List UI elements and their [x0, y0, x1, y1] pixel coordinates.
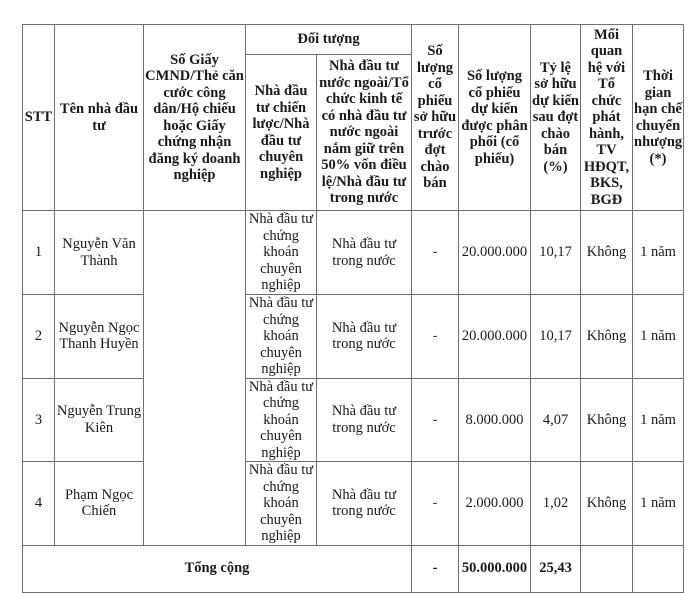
cell-ownership-after: 1,02	[531, 462, 581, 546]
cell-investor-name: Nguyễn Trung Kiên	[55, 378, 144, 462]
total-label: Tổng cộng	[23, 545, 412, 592]
cell-stt: 2	[23, 295, 55, 379]
cell-shares-allocated: 8.000.000	[459, 378, 531, 462]
header-ownership-after: Tỷ lệ sở hữu dự kiến sau đợt chào bán (%)	[531, 25, 581, 211]
cell-subject-strategic: Nhà đầu tư chứng khoán chuyên nghiệp	[246, 295, 317, 379]
cell-investor-name: Nguyễn Ngọc Thanh Huyền	[55, 295, 144, 379]
cell-investor-name: Nguyễn Văn Thành	[55, 211, 144, 295]
total-shares-before: -	[412, 545, 459, 592]
cell-ownership-after: 10,17	[531, 211, 581, 295]
cell-ownership-after: 4,07	[531, 378, 581, 462]
cell-relationship: Không	[581, 295, 633, 379]
cell-lock-period: 1 năm	[633, 211, 684, 295]
table-row	[23, 295, 684, 379]
cell-stt: 3	[23, 378, 55, 462]
cell-shares-allocated: 20.000.000	[459, 295, 531, 379]
cell-subject-strategic: Nhà đầu tư chứng khoán chuyên nghiệp	[246, 462, 317, 546]
header-subject-group: Đối tượng	[246, 25, 412, 55]
header-lock-period: Thời gian hạn chế chuyển nhượng (*)	[633, 25, 684, 211]
cell-shares-before: -	[412, 295, 459, 379]
header-relationship: Mối quan hệ với Tổ chức phát hành, TV HĐQT, BKS, BGĐ	[581, 25, 633, 211]
total-ownership-after: 25,43	[531, 545, 581, 592]
cell-investor-name: Phạm Ngọc Chiến	[55, 462, 144, 546]
cell-shares-allocated: 20.000.000	[459, 211, 531, 295]
cell-subject-foreign: Nhà đầu tư trong nước	[317, 462, 412, 546]
total-row	[23, 545, 684, 592]
total-lock-period	[633, 545, 684, 592]
total-shares-allocated: 50.000.000	[459, 545, 531, 592]
header-stt: STT	[23, 25, 55, 211]
cell-lock-period: 1 năm	[633, 462, 684, 546]
cell-subject-foreign: Nhà đầu tư trong nước	[317, 211, 412, 295]
cell-shares-before: -	[412, 462, 459, 546]
cell-shares-before: -	[412, 211, 459, 295]
header-investor-name: Tên nhà đầu tư	[55, 25, 144, 211]
cell-id-document	[144, 211, 246, 546]
cell-stt: 1	[23, 211, 55, 295]
header-id-document: Số Giấy CMND/Thẻ căn cước công dân/Hộ chiếu hoặc Giấy chứng nhận đăng ký doanh nghiệp	[144, 25, 246, 211]
table-row	[23, 462, 684, 546]
table-row	[23, 211, 684, 295]
investor-allocation-table	[22, 24, 684, 593]
header-subject-foreign: Nhà đầu tư nước ngoài/Tổ chức kinh tế có nhà đầu tư nước ngoài nắm giữ trên 50% vốn điều lệ/Nhà đầu tư trong nước	[317, 55, 412, 211]
cell-stt: 4	[23, 462, 55, 546]
cell-lock-period: 1 năm	[633, 295, 684, 379]
header-row-top	[23, 25, 684, 55]
cell-subject-foreign: Nhà đầu tư trong nước	[317, 295, 412, 379]
total-relationship	[581, 545, 633, 592]
cell-relationship: Không	[581, 462, 633, 546]
table-row	[23, 378, 684, 462]
cell-subject-foreign: Nhà đầu tư trong nước	[317, 378, 412, 462]
header-shares-allocated: Số lượng cổ phiếu dự kiến được phân phối (cổ phiếu)	[459, 25, 531, 211]
cell-shares-allocated: 2.000.000	[459, 462, 531, 546]
cell-ownership-after: 10,17	[531, 295, 581, 379]
header-shares-before: Số lượng cổ phiếu sở hữu trước đợt chào bán	[412, 25, 459, 211]
cell-shares-before: -	[412, 378, 459, 462]
cell-subject-strategic: Nhà đầu tư chứng khoán chuyên nghiệp	[246, 211, 317, 295]
cell-relationship: Không	[581, 378, 633, 462]
cell-lock-period: 1 năm	[633, 378, 684, 462]
cell-relationship: Không	[581, 211, 633, 295]
header-subject-strategic: Nhà đầu tư chiến lược/Nhà đầu tư chuyên nghiệp	[246, 55, 317, 211]
cell-subject-strategic: Nhà đầu tư chứng khoán chuyên nghiệp	[246, 378, 317, 462]
